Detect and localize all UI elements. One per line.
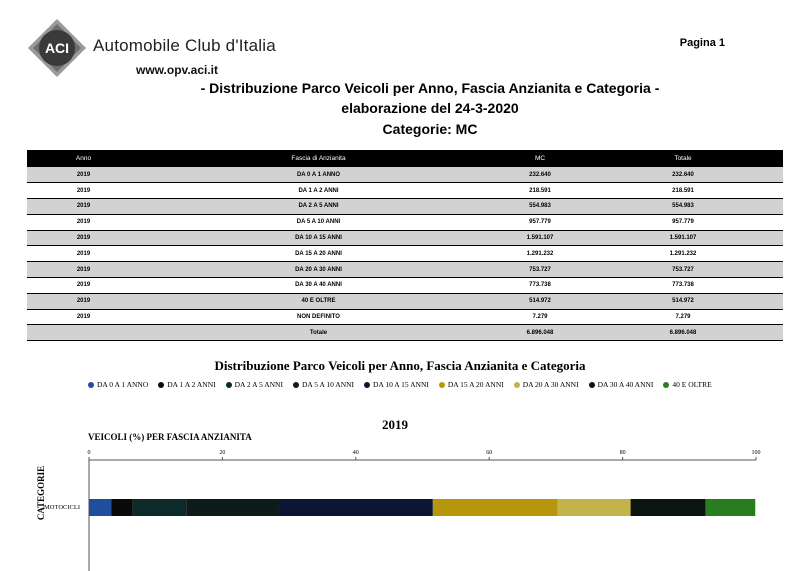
table-cell: 2019 (27, 309, 140, 325)
table-cell: 232.640 (583, 167, 783, 183)
legend-swatch (514, 382, 520, 388)
table-cell: 7.279 (497, 309, 583, 325)
x-tick-label: 20 (219, 450, 226, 456)
table-cell: 6.896.048 (583, 325, 783, 341)
table-cell: 2019 (27, 246, 140, 262)
table-cell: DA 5 A 10 ANNI (140, 214, 497, 230)
chart-year: 2019 (382, 417, 408, 432)
stacked-bar-chart (0, 440, 800, 571)
table-cell: 2019 (27, 278, 140, 294)
aci-logo (26, 17, 88, 79)
legend-item (158, 380, 215, 389)
bar-segment (631, 499, 706, 516)
legend-label: DA 10 A 15 ANNI (373, 380, 429, 389)
x-tick-label: 60 (486, 450, 493, 456)
table-cell: 218.591 (497, 183, 583, 199)
table-cell: Totale (140, 325, 497, 341)
legend-swatch (226, 382, 232, 388)
table-cell: 1.591.107 (583, 230, 783, 246)
legend-item (88, 380, 148, 389)
bar-segment (89, 499, 111, 516)
table-cell: 514.972 (583, 293, 783, 309)
table-row (27, 214, 783, 230)
table-cell: 1.291.232 (497, 246, 583, 262)
table-row (27, 230, 783, 246)
table-cell: 957.779 (583, 214, 783, 230)
report-title: - Distribuzione Parco Veicoli per Anno, Fascia Anzianita e Categoria - (200, 80, 660, 96)
legend-label: DA 5 A 10 ANNI (301, 380, 355, 389)
table-cell: 2019 (27, 199, 140, 215)
legend-swatch (663, 382, 669, 388)
table-cell: 2019 (27, 262, 140, 278)
table-cell: 957.779 (497, 214, 583, 230)
table-row (27, 246, 783, 262)
legend-label: 40 E OLTRE (672, 380, 712, 389)
legend-label: DA 2 A 5 ANNI (234, 380, 283, 389)
table-row (27, 199, 783, 215)
table-cell: 753.727 (497, 262, 583, 278)
table-cell: 2019 (27, 214, 140, 230)
legend-item (293, 380, 354, 389)
bar-segment (111, 499, 132, 516)
x-tick-label: 80 (619, 450, 626, 456)
table-cell: 753.727 (583, 262, 783, 278)
table-header-row (27, 150, 783, 167)
logo-lettering: ACI (44, 40, 70, 56)
table-cell: 232.640 (497, 167, 583, 183)
column-header: Fascia di Anzianita (140, 150, 497, 167)
table-cell: DA 20 A 30 ANNI (140, 262, 497, 278)
legend-swatch (364, 382, 370, 388)
website-link[interactable]: www.opv.aci.it (136, 63, 219, 77)
legend-item (589, 380, 654, 389)
bar-segment (558, 499, 631, 516)
table-cell: 218.591 (583, 183, 783, 199)
table-cell: 554.983 (583, 199, 783, 215)
bar-segment (705, 499, 755, 516)
table-row (27, 325, 783, 341)
chart-title: Distribuzione Parco Veicoli per Anno, Fascia Anzianita e Categoria (214, 358, 586, 373)
org-name: Automobile Club d'Italia (93, 36, 276, 55)
page-number: Pagina 1 (679, 37, 725, 49)
legend-label: DA 0 A 1 ANNO (97, 380, 149, 389)
legend-item (226, 380, 283, 389)
x-axis-title: VEICOLI (%) PER FASCIA ANZIANITA (88, 432, 252, 442)
table-cell (27, 325, 140, 341)
table-cell: 554.983 (497, 199, 583, 215)
legend-swatch (439, 382, 445, 388)
table-cell: DA 0 A 1 ANNO (140, 167, 497, 183)
table-cell: DA 10 A 15 ANNI (140, 230, 497, 246)
x-tick-label: 0 (87, 450, 91, 456)
table-row (27, 293, 783, 309)
chart-legend (88, 380, 788, 389)
report-date: elaborazione del 24-3-2020 (341, 100, 519, 116)
table-cell: 40 E OLTRE (140, 293, 497, 309)
report-category: Categorie: MC (382, 121, 478, 137)
legend-label: DA 1 A 2 ANNI (167, 380, 216, 389)
bar-segment (133, 499, 187, 516)
legend-swatch (589, 382, 595, 388)
table-cell: 2019 (27, 167, 140, 183)
table-cell: DA 15 A 20 ANNI (140, 246, 497, 262)
table-cell: 514.972 (497, 293, 583, 309)
legend-label: DA 20 A 30 ANNI (522, 380, 579, 389)
column-header: Totale (583, 150, 783, 167)
column-header: MC (497, 150, 583, 167)
table-row (27, 183, 783, 199)
bar-segment (279, 499, 433, 516)
legend-item (663, 380, 711, 389)
table-cell: 1.591.107 (497, 230, 583, 246)
table-row (27, 309, 783, 325)
legend-label: DA 15 A 20 ANNI (447, 380, 504, 389)
legend-item (364, 380, 429, 389)
legend-item (514, 380, 579, 389)
table-cell: 2019 (27, 230, 140, 246)
data-table (27, 150, 783, 341)
table-cell: DA 30 A 40 ANNI (140, 278, 497, 294)
table-cell: 1.291.232 (583, 246, 783, 262)
legend-swatch (158, 382, 164, 388)
legend-swatch (88, 382, 94, 388)
table-cell: 2019 (27, 183, 140, 199)
table-cell: 773.738 (583, 278, 783, 294)
legend-label: DA 30 A 40 ANNI (597, 380, 654, 389)
table-cell: 6.896.048 (497, 325, 583, 341)
table-cell: 2019 (27, 293, 140, 309)
table-row (27, 167, 783, 183)
legend-swatch (293, 382, 299, 388)
table-cell: DA 1 A 2 ANNI (140, 183, 497, 199)
bar-segment (433, 499, 558, 516)
table-cell: NON DEFINITO (140, 309, 497, 325)
x-tick-label: 40 (352, 450, 359, 456)
table-cell: 7.279 (583, 309, 783, 325)
table-cell: DA 2 A 5 ANNI (140, 199, 497, 215)
x-tick-label: 100 (751, 450, 761, 456)
legend-item (439, 380, 504, 389)
table-row (27, 262, 783, 278)
bar-segment (186, 499, 279, 516)
column-header: Anno (27, 150, 140, 167)
category-label: MOTOCICLI (44, 504, 80, 511)
y-axis-title: CATEGORIE (36, 465, 46, 521)
table-cell: 773.738 (497, 278, 583, 294)
table-row (27, 278, 783, 294)
